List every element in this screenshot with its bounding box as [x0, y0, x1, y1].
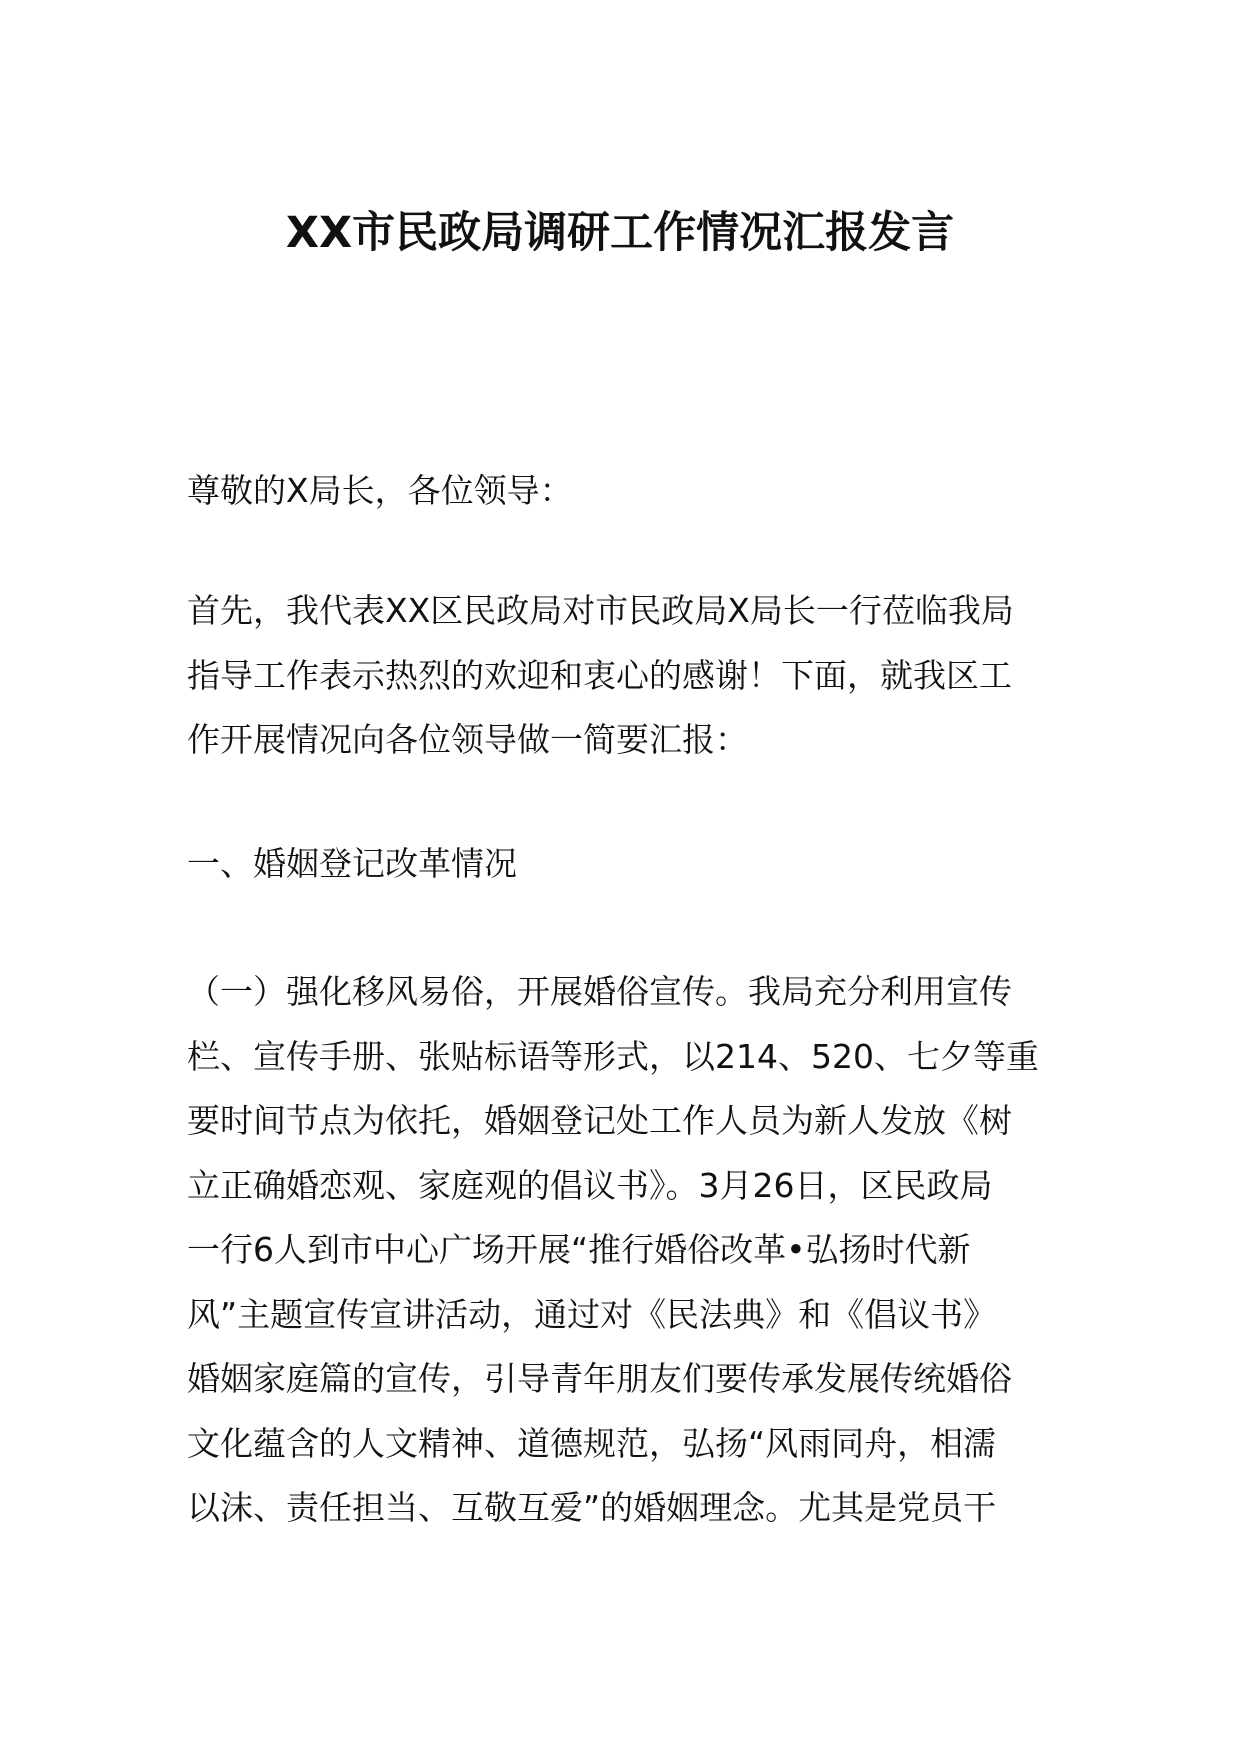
- intro-paragraph: [187, 579, 1057, 773]
- intro-line: 首先，我代表XX区民政局对市民政局X局长一行莅临我局: [187, 591, 1014, 630]
- section-line: 文化蕴含的人文精神、道德规范，弘扬“风雨同舟，相濡: [187, 1423, 997, 1463]
- section-heading: [187, 832, 1057, 897]
- section-line: （一）强化移风易俗，开展婚俗宣传。我局充分利用宣传: [187, 972, 1012, 1011]
- document-title: XX市民政局调研工作情况汇报发言: [285, 208, 955, 258]
- intro-line: 指导工作表示热烈的欢迎和衷心的感谢！下面，就我区工: [187, 655, 1012, 695]
- section-line: 一行6人到市中心广场开展“推行婚俗改革•弘扬时代新: [187, 1230, 971, 1269]
- section-line: 风”主题宣传宣讲活动，通过对《民法典》和《倡议书》: [187, 1294, 997, 1334]
- greeting-line: 尊敬的X局长，各位领导：: [187, 471, 573, 510]
- section-line: 立正确婚恋观、家庭观的倡议书》。3月26日，区民政局: [187, 1165, 993, 1205]
- section-paragraph: [187, 960, 1057, 1541]
- section-line: 栏、宣传手册、张贴标语等形式，以214、520、七夕等重: [187, 1036, 1039, 1076]
- section-line: 以沫、责任担当、互敬互爱”的婚姻理念。尤其是党员干: [187, 1488, 997, 1527]
- greeting: [187, 459, 1057, 524]
- section-line: 要时间节点为依托，婚姻登记处工作人员为新人发放《树: [187, 1101, 1012, 1140]
- section-line: 婚姻家庭篇的宣传，引导青年朋友们要传承发展传统婚俗: [187, 1359, 1012, 1398]
- intro-line: 作开展情况向各位领导做一简要汇报：: [187, 720, 748, 759]
- section-heading-text: 一、婚姻登记改革情况: [187, 844, 517, 883]
